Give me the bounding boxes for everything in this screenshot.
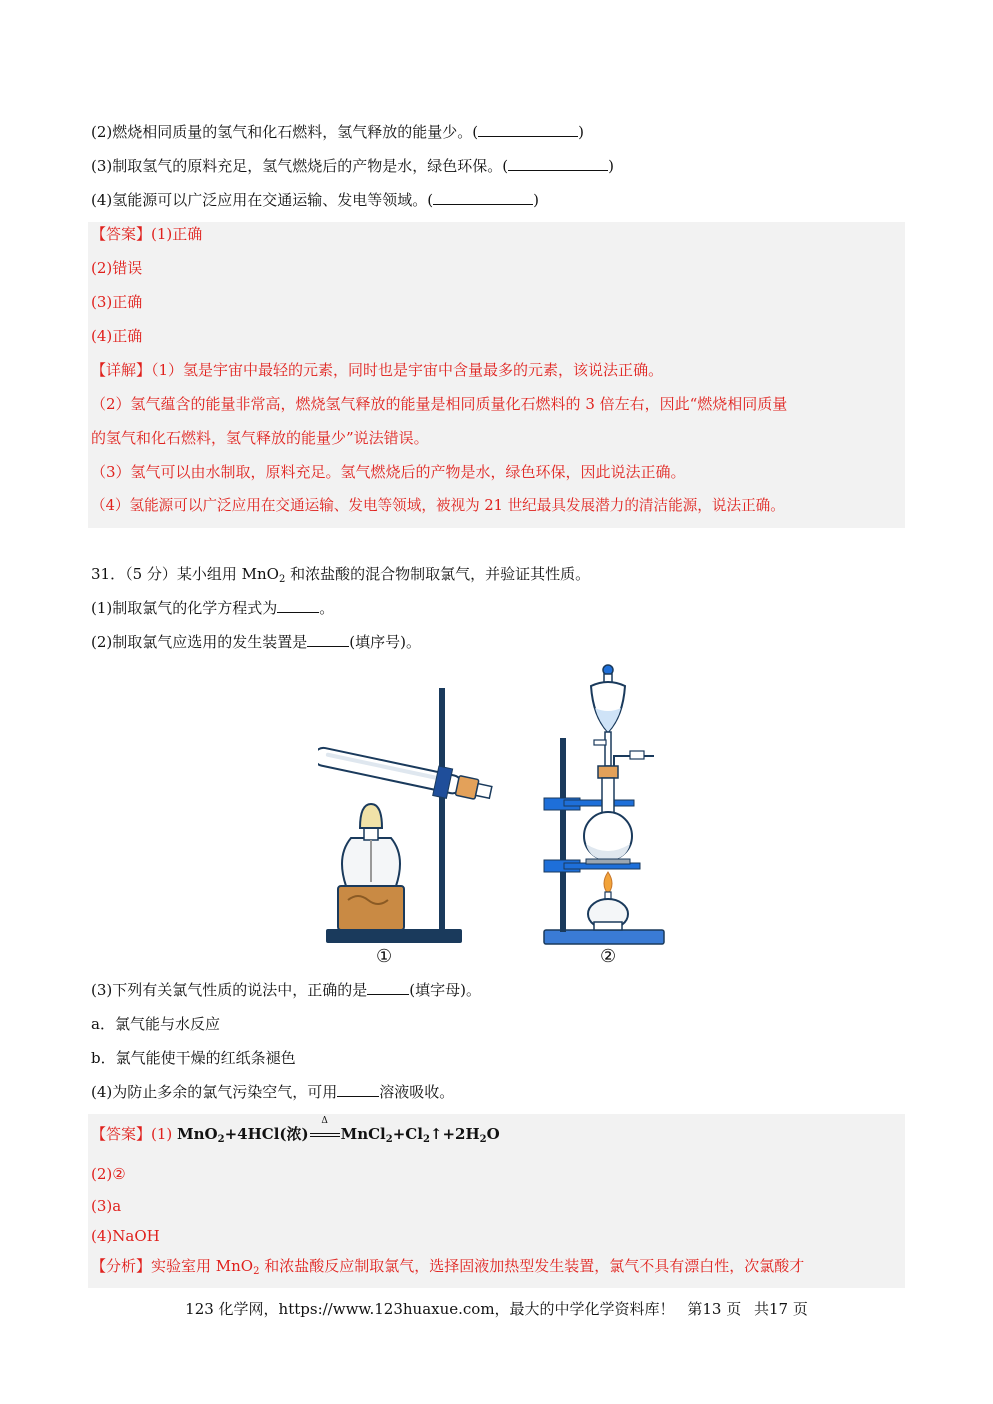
q30-statement-4: (4)氢能源可以广泛应用在交通运输、发电等领域。( ) bbox=[91, 191, 539, 209]
answer31-line-1: 【答案】(1) MnO$_2$+4HCl(浓) Δ $MnCl_2+Cl_2↑+2H_2O$ bbox=[91, 1116, 500, 1145]
answer-line-1: 【答案】(1)正确 bbox=[91, 225, 203, 243]
q31-part-3: (3)下列有关氯气性质的说法中，正确的是 (填字母)。 bbox=[91, 981, 481, 999]
stand-rod-1 bbox=[439, 688, 445, 931]
heat-condition: Δ bbox=[309, 1124, 341, 1144]
q30-statement-2: (2)燃烧相同质量的氢气和化石燃料，氢气释放的能量少。( ) bbox=[91, 123, 584, 141]
answer-blank[interactable] bbox=[337, 1082, 379, 1097]
footer-site[interactable]: 123 化学网，https://www.123huaxue.com，最大的中学化学资料库！ bbox=[185, 1300, 675, 1318]
stand-base-1 bbox=[326, 929, 462, 943]
q31-option-b: b．氯气能使干燥的红纸条褪色 bbox=[91, 1049, 296, 1067]
detail-line-2a: （2）氢气蕴含的能量非常高，燃烧氢气释放的能量是相同质量化石燃料的 3 倍左右，因此“燃烧相同质量 bbox=[91, 395, 788, 413]
stand-rod-2 bbox=[560, 738, 566, 932]
chemical-equation: MnO$_2$+4HCl(浓) Δ $MnCl_2+Cl_2↑+2H_2O$ bbox=[177, 1116, 500, 1145]
answer-blank[interactable] bbox=[478, 122, 578, 137]
apparatus-figure bbox=[318, 660, 678, 972]
footer-total: 共17 页 bbox=[753, 1300, 808, 1318]
figure-label-2: ② bbox=[600, 946, 617, 967]
analysis-line: 【分析】实验室用 MnO$_2$ 和浓盐酸反应制取氯气，选择固液加热型发生装置，氯气不具有漂白性，次氯酸才 bbox=[91, 1257, 805, 1277]
answer-blank[interactable] bbox=[307, 632, 349, 647]
answer-line-2: (2)错误 bbox=[91, 259, 143, 277]
page-footer bbox=[0, 1298, 993, 1319]
q31-part-1: (1)制取氯气的化学方程式为 。 bbox=[91, 599, 335, 617]
q31-option-a: a．氯气能与水反应 bbox=[91, 1015, 220, 1033]
answer31-line-2: (2)② bbox=[91, 1165, 126, 1183]
apparatus-2 bbox=[544, 665, 664, 944]
stand-base-2 bbox=[544, 930, 664, 944]
lamp-block bbox=[338, 886, 404, 930]
detail-line-1: 【详解】（1）氢是宇宙中最轻的元素，同时也是宇宙中含量最多的元素，该说法正确。 bbox=[91, 361, 664, 379]
q30-statement-3: (3)制取氢气的原料充足，氢气燃烧后的产物是水，绿色环保。( ) bbox=[91, 157, 614, 175]
detail-line-4: （4）氢能源可以广泛应用在交通运输、发电等领域，被视为 21 世纪最具发展潜力的清洁能源，说法正确。 bbox=[91, 497, 785, 514]
q31-part-4: (4)为防止多余的氯气污染空气，可用 溶液吸收。 bbox=[91, 1083, 455, 1101]
figure-label-1: ① bbox=[376, 946, 393, 967]
answer31-line-4: (4)NaOH bbox=[91, 1227, 160, 1245]
test-tube bbox=[318, 740, 494, 807]
answer-blank[interactable] bbox=[508, 156, 608, 171]
footer-page: 第13 页 bbox=[687, 1300, 742, 1318]
answer-line-3: (3)正确 bbox=[91, 293, 143, 311]
answer-box-q30 bbox=[88, 222, 905, 528]
answer-line-4: (4)正确 bbox=[91, 327, 143, 345]
apparatus-drawing bbox=[318, 660, 678, 972]
lamp-cap bbox=[360, 804, 382, 828]
apparatus-1 bbox=[318, 688, 494, 943]
answer-box-q31 bbox=[88, 1114, 905, 1288]
answer31-line-3: (3)a bbox=[91, 1197, 122, 1215]
answer-blank[interactable] bbox=[277, 598, 319, 613]
q31-stem: 31．（5 分）某小组用 MnO$_2$ 和浓盐酸的混合物制取氯气，并验证其性质。 bbox=[91, 565, 591, 585]
q31-part-2: (2)制取氯气应选用的发生装置是 (填序号)。 bbox=[91, 633, 421, 651]
detail-line-2b: 的氢气和化石燃料，氢气释放的能量少”说法错误。 bbox=[91, 429, 429, 447]
answer-blank[interactable] bbox=[433, 190, 533, 205]
detail-line-3: （3）氢气可以由水制取，原料充足。氢气燃烧后的产物是水，绿色环保，因此说法正确。 bbox=[91, 463, 686, 481]
answer-blank[interactable] bbox=[367, 980, 409, 995]
